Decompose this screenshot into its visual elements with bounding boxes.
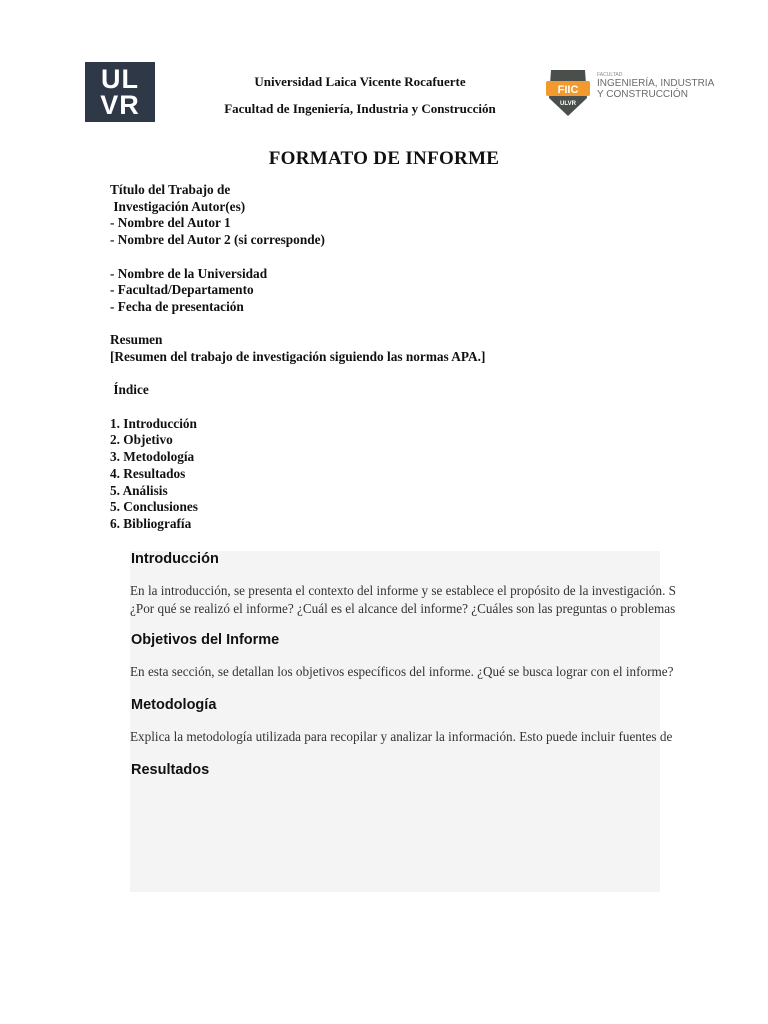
section-heading: Objetivos del Informe: [131, 632, 280, 648]
front-matter-line: Resumen: [110, 332, 163, 348]
front-matter-line: - Facultad/Departamento: [110, 282, 254, 298]
fiic-logo-tag: FACULTAD: [597, 72, 623, 78]
section-paragraph-line: ¿Por qué se realizó el informe? ¿Cuál es el alcance del informe? ¿Cuáles son las preguntas o problemas: [130, 601, 676, 616]
svg-text:ULVR: ULVR: [560, 101, 576, 107]
front-matter-line: 4. Resultados: [110, 465, 186, 481]
svg-text:FIIC: FIIC: [557, 84, 579, 96]
front-matter: [110, 182, 730, 533]
fiic-shield-icon: [545, 68, 591, 118]
front-matter-line: Investigación Autor(es): [110, 198, 246, 214]
front-matter-line: 3. Metodología: [110, 449, 195, 465]
front-matter-line: [110, 366, 730, 383]
front-matter-line: [110, 249, 730, 266]
ulvr-logo: [85, 62, 155, 122]
fiic-logo-text: [597, 72, 723, 100]
faculty-name: Facultad de Ingeniería, Industria y Construcción: [224, 101, 496, 116]
front-matter-line: 1. Introducción: [110, 415, 197, 431]
section-heading: Resultados: [131, 762, 210, 778]
fiic-logo-line2: Y CONSTRUCCIÓN: [597, 89, 688, 100]
fiic-logo-line1: INGENIERÍA, INDUSTRIA: [597, 78, 715, 89]
section-paragraph-line: Explica la metodología utilizada para recopilar y analizar la información. Esto puede incluir fuentes de: [130, 729, 673, 744]
front-matter-line: [110, 316, 730, 333]
institution-header: [190, 68, 530, 122]
front-matter-line: - Nombre del Autor 2 (si corresponde): [110, 232, 325, 248]
section-paragraph-line: En la introducción, se presenta el contexto del informe y se establece el propósito de la investigación. S: [130, 583, 677, 598]
front-matter-line: - Nombre de la Universidad: [110, 265, 268, 281]
front-matter-line: 2. Objetivo: [110, 432, 173, 448]
sections-panel: [130, 551, 677, 892]
university-name: Universidad Laica Vicente Rocafuerte: [254, 74, 466, 89]
front-matter-line: Índice: [110, 382, 149, 398]
section-heading: Metodología: [131, 697, 217, 713]
document-title: FORMATO DE INFORME: [268, 148, 500, 169]
ulvr-logo-line2: VR: [100, 90, 140, 120]
ulvr-logo-line1: UL: [101, 64, 139, 94]
front-matter-line: 5. Conclusiones: [110, 499, 198, 515]
section-heading: Introducción: [131, 551, 219, 567]
front-matter-line: 5. Análisis: [110, 482, 168, 498]
front-matter-line: [110, 399, 730, 416]
section-paragraph-line: En esta sección, se detallan los objetivos específicos del informe. ¿Qué se busca lograr con el informe?: [130, 664, 674, 679]
front-matter-line: - Fecha de presentación: [110, 298, 244, 314]
front-matter-line: 6. Bibliografía: [110, 516, 192, 531]
front-matter-line: Título del Trabajo de: [110, 182, 231, 197]
fiic-logo: [543, 66, 723, 122]
front-matter-line: - Nombre del Autor 1: [110, 215, 231, 231]
front-matter-line: [Resumen del trabajo de investigación siguiendo las normas APA.]: [110, 349, 486, 364]
